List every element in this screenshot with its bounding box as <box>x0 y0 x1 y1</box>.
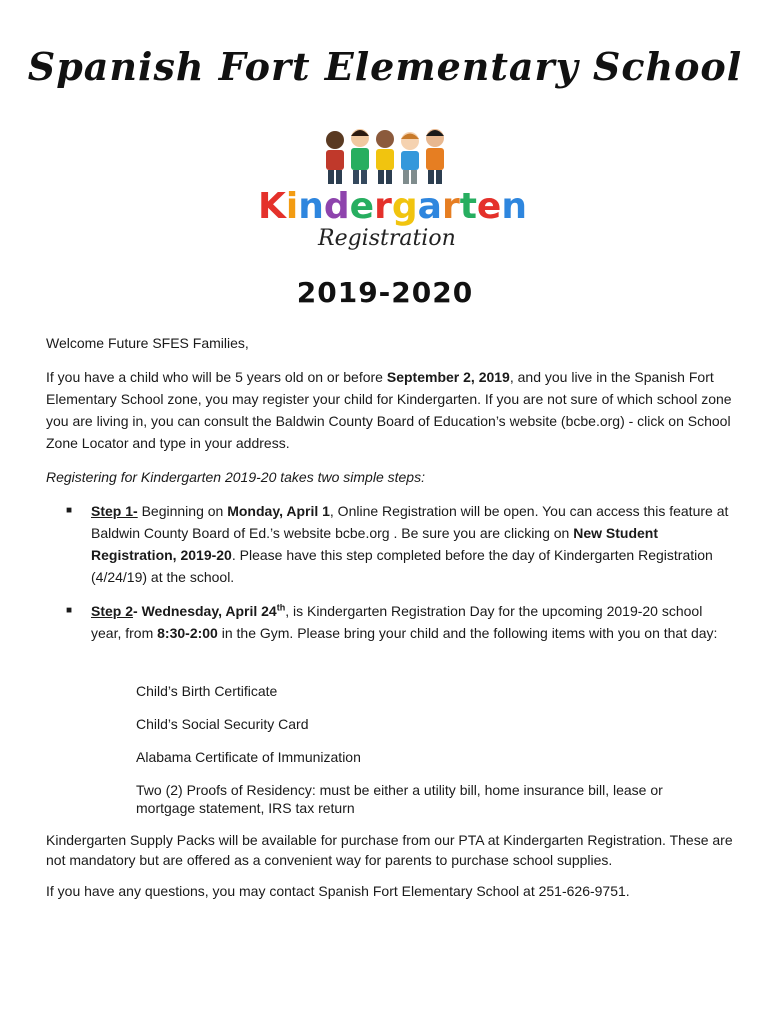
intro-paragraph <box>46 366 736 454</box>
child-figure-2 <box>351 129 369 184</box>
step-text: Beginning on <box>137 503 228 519</box>
step-2-date <box>142 603 286 619</box>
supply-packs-paragraph: Kindergarten Supply Packs will be available for purchase from our PTA at Kindergarten Registration. These are not mandatory but are offered as a convenient way for parents to purchase school supplies. <box>46 832 733 868</box>
date-suffix: th <box>276 602 286 613</box>
steps-intro-paragraph: Registering for Kindergarten 2019-20 takes two simple steps: <box>46 469 425 485</box>
school-year-heading: 2019-2020 <box>296 276 474 309</box>
logo-kindergarten-word <box>258 186 527 227</box>
intro-text: , and you live in the Spanish Fort Elementary School zone, you may register your child for Kindergarten. If you are not sure of which school zone you are living in, you can consult the Baldwin County Board of Education’s website (bcbe.org) - click on School Zone Locator and type in your address. <box>46 369 732 451</box>
list-item: Two (2) Proofs of Residency: must be either a utility bill, home insurance bill, lease or mortgage statement, IRS tax return <box>136 782 663 816</box>
child-figure-4 <box>401 132 419 184</box>
bullet-square-icon: ■ <box>66 605 73 616</box>
step-text: , is Kindergarten Registration Day for the upcoming 2019-20 school year, from <box>91 603 703 641</box>
logo-letter: t <box>459 186 477 227</box>
logo-letter: i <box>285 186 299 227</box>
logo-registration-word: Registration <box>318 226 456 251</box>
required-items-list <box>136 682 716 832</box>
child-figure-5 <box>426 129 444 184</box>
page-title: Spanish Fort Elementary School <box>27 44 743 89</box>
children-illustration <box>250 124 520 188</box>
contact-paragraph: If you have any questions, you may contact Spanish Fort Elementary School at 251-626-9751. <box>46 883 630 899</box>
intro-text: If you have a child who will be 5 years old on or before <box>46 369 387 385</box>
kindergarten-registration-logo <box>250 124 527 260</box>
child-figure-3 <box>376 130 394 184</box>
step-text: . Please have this step completed before the day of Kindergarten Registration (4/24/19) at the school. <box>91 547 713 585</box>
step-text: , Online Registration will be open. You can access this feature at Baldwin County Board of Ed.’s website bcbe.org . Be sure you are clicking on <box>91 503 729 541</box>
step-2-dash: - <box>133 603 142 619</box>
greeting-paragraph: Welcome Future SFES Families, <box>46 335 249 351</box>
step-1-label: Step 1- <box>91 503 138 519</box>
step-2-label: Step 2 <box>91 603 134 619</box>
logo-letter: a <box>417 186 442 227</box>
new-student-registration: New Student Registration, 2019-20 <box>91 525 659 563</box>
cutoff-date: September 2, 2019 <box>386 369 510 385</box>
logo-letter: e <box>349 186 375 227</box>
registration-time: 8:30-2:00 <box>157 625 218 641</box>
step-2-paragraph <box>91 600 731 644</box>
step-1-paragraph <box>91 500 731 588</box>
logo-letter: n <box>298 186 324 227</box>
step-text: in the Gym. Please bring your child and the following items with you on that day: <box>217 625 718 641</box>
step-2-date-text: Wednesday, April 24 <box>141 603 277 619</box>
child-figure-1 <box>326 131 344 184</box>
step-1-date: Monday, April 1 <box>227 503 330 519</box>
logo-letter: e <box>476 186 502 227</box>
logo-letter: K <box>258 186 286 227</box>
logo-letter: r <box>441 186 460 227</box>
list-item: Child’s Social Security Card <box>136 716 309 732</box>
bullet-square-icon: ■ <box>66 505 73 516</box>
logo-letter: r <box>374 186 392 227</box>
logo-letter: d <box>323 186 350 227</box>
list-item: Child’s Birth Certificate <box>136 683 278 699</box>
list-item: Alabama Certificate of Immunization <box>136 749 361 765</box>
logo-letter: g <box>391 186 418 227</box>
logo-letter: n <box>501 186 527 227</box>
